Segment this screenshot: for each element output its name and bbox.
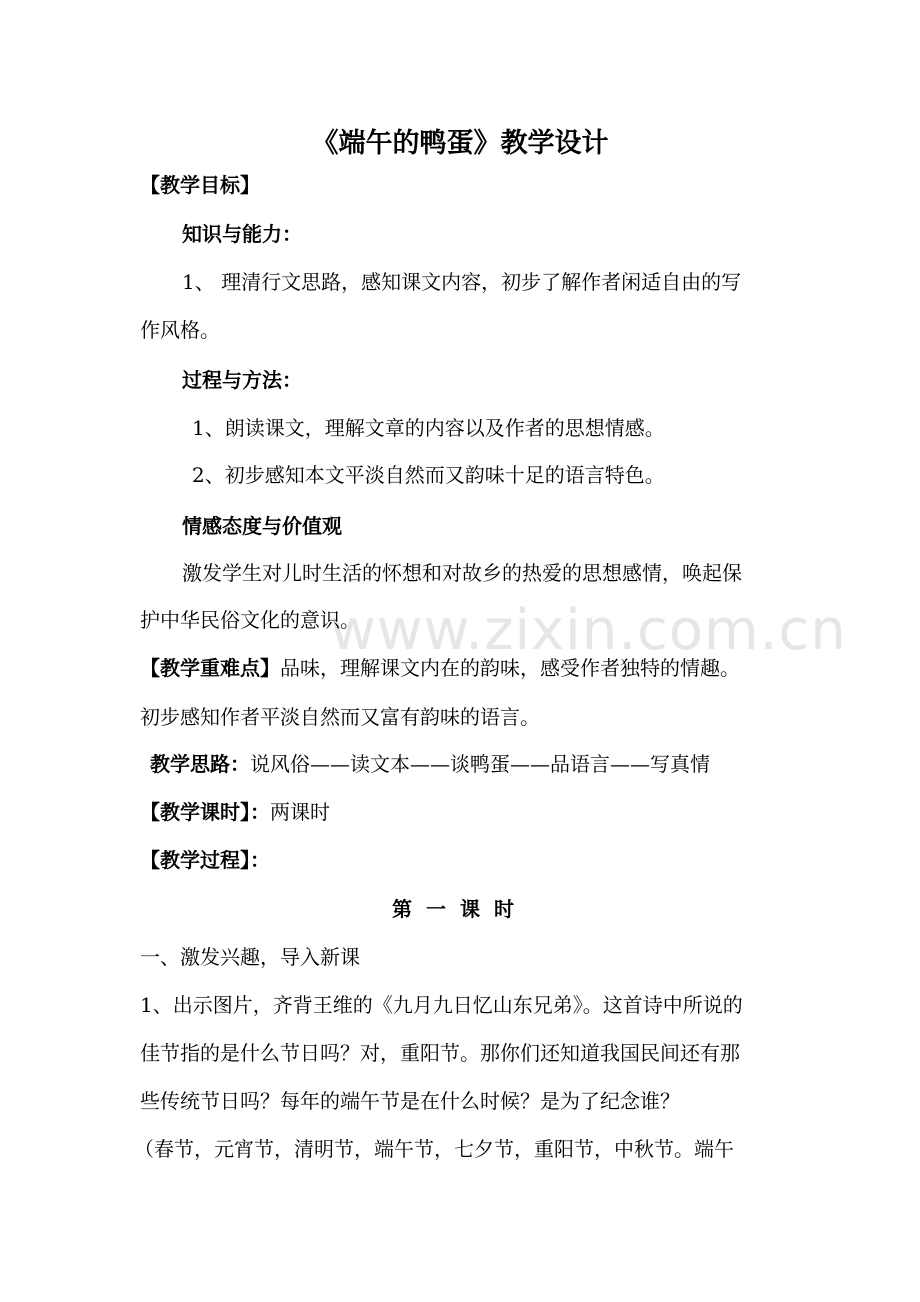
knowledge-heading: 知识与能力： xyxy=(182,222,302,246)
section-1-line-4: （春节，元宵节，清明节，端午节，七夕节，重阳节，中秋节。端午 xyxy=(134,1137,734,1161)
difficulty-line-2: 初步感知作者平淡自然而又富有韵味的语言。 xyxy=(140,705,540,729)
hours-paragraph xyxy=(140,798,790,826)
process-item-1: 1、朗读课文，理解文章的内容以及作者的思想情感。 xyxy=(192,416,665,440)
lesson-heading: 第一课时 xyxy=(392,897,528,921)
difficulty-text: 品味，理解课文内在的韵味，感受作者独特的情趣。 xyxy=(280,656,740,680)
goals-heading: 【教学目标】 xyxy=(140,173,260,197)
teaching-process-heading: 【教学过程】： xyxy=(140,848,270,872)
knowledge-item-1-line-2: 作风格。 xyxy=(140,318,220,342)
watermark: www.zixin.com.cn xyxy=(330,598,847,663)
section-1-line-1: 1、出示图片，齐背王维的《九月九日忆山东兄弟》。这首诗中所说的 xyxy=(140,993,743,1017)
hours-text: 两课时 xyxy=(270,800,330,824)
knowledge-item-1-line-1: 1、 理清行文思路，感知课文内容，初步了解作者闲适自由的写 xyxy=(182,270,742,294)
difficulty-paragraph xyxy=(140,654,790,682)
document-title: 《端午的鸭蛋》教学设计 xyxy=(311,128,609,159)
section-1-heading: 一、激发兴趣，导入新课 xyxy=(140,945,360,969)
emotion-line-1: 激发学生对儿时生活的怀想和对故乡的热爱的思想感情，唤起保 xyxy=(182,561,742,585)
process-item-2: 2、初步感知本文平淡自然而又韵味十足的语言特色。 xyxy=(192,463,665,487)
section-1-line-2: 佳节指的是什么节日吗？对，重阳节。那你们还知道我国民间还有那 xyxy=(140,1041,740,1065)
hours-label: 【教学课时】： xyxy=(140,800,270,824)
approach-text: 说风俗——读文本——谈鸭蛋——品语言——写真情 xyxy=(250,752,710,776)
section-1-line-3: 些传统节日吗？每年的端午节是在什么时候？是为了纪念谁？ xyxy=(140,1089,680,1113)
emotion-line-2: 护中华民俗文化的意识。 xyxy=(140,608,360,632)
emotion-heading: 情感态度与价值观 xyxy=(182,514,342,538)
difficulty-label: 【教学重难点】 xyxy=(140,656,280,680)
process-method-heading: 过程与方法： xyxy=(182,368,302,392)
approach-label: 教学思路： xyxy=(150,752,250,776)
approach-paragraph xyxy=(150,750,800,778)
